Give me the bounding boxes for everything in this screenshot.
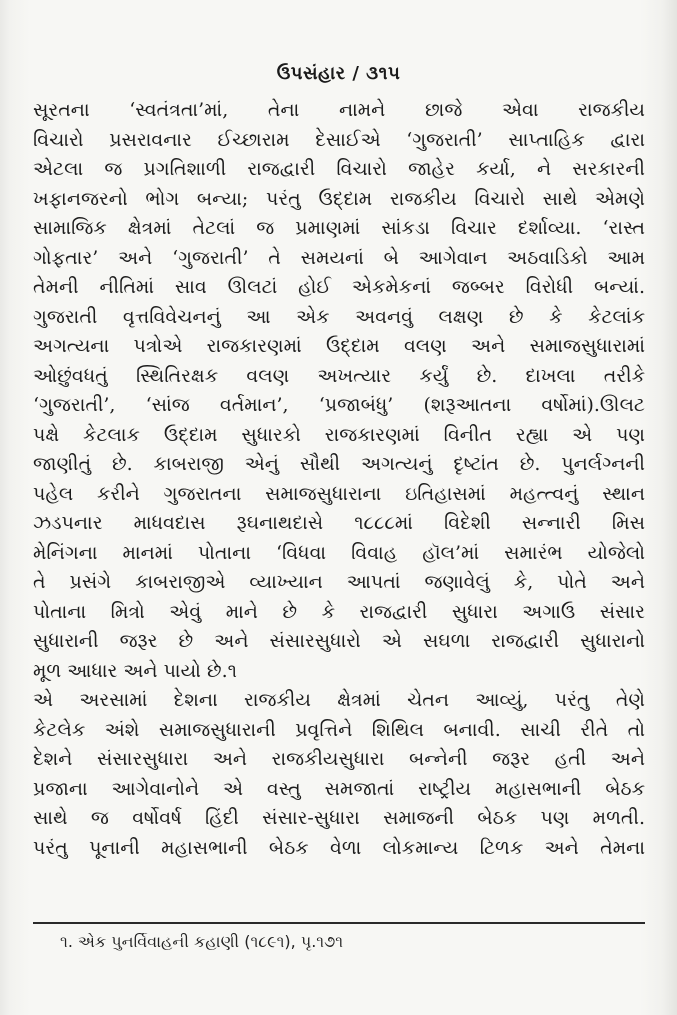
- text-line: જાણીતું છે. કાબરાજી એનું સૌથી અગત્યનું દૃષ્ટાંત છે. પુનર્લગ્નની: [33, 453, 645, 475]
- text-line: સૂરતના ‘સ્વતંત્રતા’માં, તેના નામને છાજે એવા રાજકીય: [33, 99, 645, 121]
- text-line: મૂળ આધાર અને પાયો છે.૧: [33, 659, 237, 682]
- text-line: પક્ષે કેટલાક ઉદ્દામ સુધારકો રાજકારણમાં વિનીત રહ્યા એ પણ: [33, 423, 645, 446]
- text-line: ખફાનજરનો ભોગ બન્યા; પરંતુ ઉદ્દામ રાજકીય વિચારો સાથે એમણે: [33, 187, 645, 210]
- paragraph: [33, 686, 645, 863]
- text-line: એ અરસામાં દેશના રાજકીય ક્ષેત્રમાં ચેતન આવ્યું, પરંતુ તેણે: [33, 689, 645, 711]
- text-line: દેશને સંસારસુધારા અને રાજકીયસુધારા બન્નેની જરૂર હતી અને: [33, 748, 645, 770]
- text-line: પહેલ કરીને ગુજરાતના સમાજસુધારાના ઇતિહાસમાં મહત્ત્વનું સ્થાન: [33, 482, 645, 505]
- text-line: ઝડપનાર માધવદાસ રૂઘનાથદાસે ૧૮૮૮માં વિદેશી સન્નારી મિસ: [33, 512, 645, 534]
- footnote: ૧. એક પુનર્વિવાહની કહાણી (૧૮૯૧), પૃ.૧૭૧: [60, 932, 344, 951]
- text-line: મેનિંગના માનમાં પોતાના ‘વિધવા વિવાહ હૉલ’માં સમારંભ યોજેલો: [33, 541, 645, 564]
- paragraph: [33, 96, 645, 686]
- text-line: તેમની નીતિમાં સાવ ઊલટાં હોઈ એકમેકનાં જબ્બર વિરોધી બન્યાં.: [33, 276, 645, 298]
- text-line: વિચારો પ્રસરાવનાર ઈચ્છારામ દેસાઈએ ‘ગુજરાતી’ સાપ્તાહિક દ્વારા: [33, 128, 645, 151]
- body-text: [33, 96, 645, 863]
- text-line: સામાજિક ક્ષેત્રમાં તેટલાં જ પ્રમાણમાં સાંકડા વિચાર દર્શાવ્યા. ‘રાસ્ત: [33, 217, 645, 239]
- footnote-divider: [33, 922, 645, 924]
- text-line: તે પ્રસંગે કાબરાજીએ વ્યાખ્યાન આપતાં જણાવેલું કે, પોતે અને: [33, 571, 645, 593]
- text-line: એટલા જ પ્રગતિશાળી રાજદ્વારી વિચારો જાહેર કર્યા, ને સરકારની: [33, 158, 645, 180]
- text-line: ગોફતાર’ અને ‘ગુજરાતી’ તે સમયનાં બે આગેવાન અઠવાડિકો આમ: [33, 246, 645, 269]
- text-line: કેટલેક અંશે સમાજસુધારાની પ્રવૃત્તિને શિથિલ બનાવી. સાચી રીતે તો: [33, 718, 645, 741]
- text-line: પ્રજાના આગેવાનોને એ વસ્તુ સમજાતાં રાષ્ટ્રીય મહાસભાની બેઠક: [33, 777, 645, 800]
- text-line: સુધારાની જરૂર છે અને સંસારસુધારો એ સઘળા રાજદ્વારી સુધારાનો: [33, 630, 645, 652]
- text-line: સાથે જ વર્ષોવર્ષ હિંદી સંસાર-સુધારા સમાજની બેઠક પણ મળતી.: [33, 807, 645, 829]
- running-head: ઉપસંહાર / ૩૧૫: [276, 63, 401, 84]
- text-line: ગુજરાતી વૃત્તવિવેચનનું આ એક અવનવું લક્ષણ છે કે કેટલાંક: [33, 305, 645, 328]
- text-line: અગત્યના પત્રોએ રાજકારણમાં ઉદ્દામ વલણ અને સમાજસુધારામાં: [33, 335, 645, 357]
- text-line: ‘ગુજરાતી’, ‘સાંજ વર્તમાન’, ‘પ્રજાબંધુ’ (શરૂઆતના વર્ષોમાં).ઊલટ: [33, 394, 645, 416]
- text-line: ઓછુંવધતું સ્થિતિરક્ષક વલણ અખત્યાર કર્યું છે. દાખલા તરીકે: [33, 364, 645, 387]
- text-line: પોતાના મિત્રો એવું માને છે કે રાજદ્વારી સુધારા અગાઉ સંસાર: [33, 600, 645, 623]
- text-line: પરંતુ પૂનાની મહાસભાની બેઠક વેળા લોકમાન્ય ટિળક અને તેમના: [33, 836, 645, 859]
